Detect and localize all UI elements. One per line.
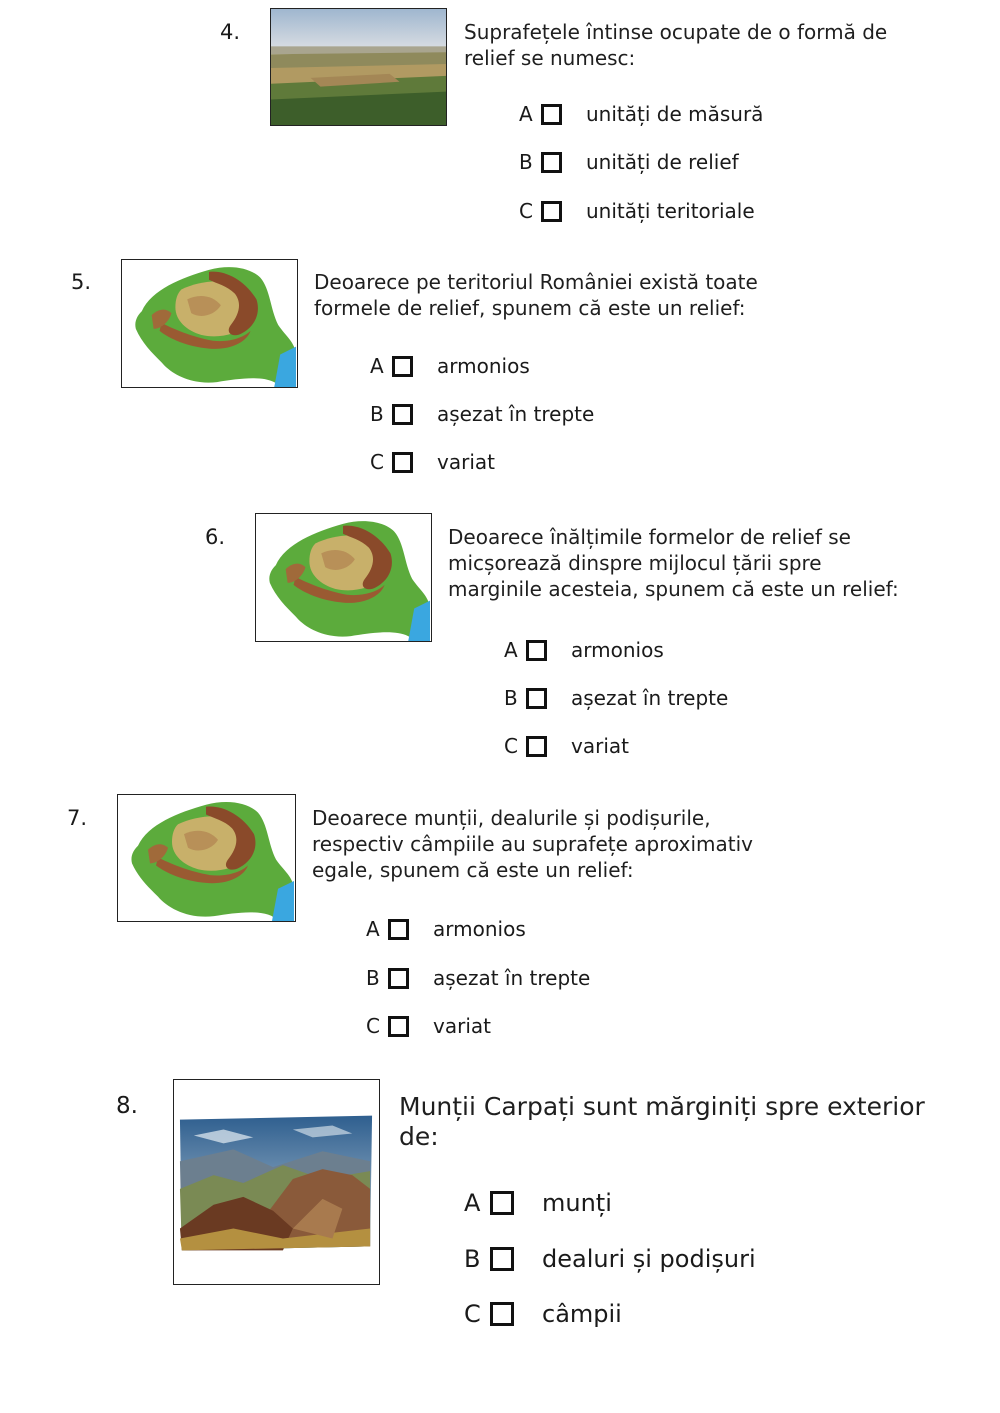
question-number: 4. — [220, 20, 241, 44]
option-checkbox[interactable] — [392, 356, 413, 377]
option-letter: A — [464, 1189, 481, 1217]
question-line: marginile acesteia, spunem că este un relief: — [448, 577, 899, 601]
option-label: câmpii — [542, 1300, 622, 1328]
option-label: variat — [433, 1014, 491, 1038]
question-number: 5. — [71, 270, 92, 294]
option-letter: A — [519, 102, 533, 126]
option-letter: B — [519, 150, 533, 174]
plain-landscape-image — [270, 8, 447, 126]
option-a — [504, 638, 664, 662]
option-checkbox[interactable] — [490, 1302, 514, 1326]
option-a — [519, 102, 763, 126]
question-number: 6. — [205, 525, 226, 549]
option-checkbox[interactable] — [388, 968, 409, 989]
question-line: Deoarece munții, dealurile și podișurile, — [312, 806, 711, 830]
option-checkbox[interactable] — [392, 452, 413, 473]
option-c — [464, 1300, 622, 1328]
option-b — [366, 966, 590, 990]
question-line: Deoarece înălțimile formelor de relief se — [448, 525, 851, 549]
question-line: respectiv câmpiile au suprafețe aproximativ — [312, 832, 753, 856]
question-line: egale, spunem că este un relief: — [312, 858, 634, 882]
option-checkbox[interactable] — [526, 736, 547, 757]
question-number: 8. — [116, 1093, 138, 1119]
option-checkbox[interactable] — [392, 404, 413, 425]
option-label: dealuri și podișuri — [542, 1245, 756, 1273]
option-c — [370, 450, 495, 474]
question-text — [312, 805, 753, 883]
carpathian-mountains-image — [173, 1079, 380, 1285]
option-c — [519, 199, 755, 223]
question-line: relief se numesc: — [464, 46, 636, 70]
romania-map-image — [255, 513, 432, 642]
option-a — [366, 917, 526, 941]
question-line: Deoarece pe teritoriul României există toate — [314, 270, 758, 294]
option-checkbox[interactable] — [388, 919, 409, 940]
option-b — [464, 1245, 756, 1273]
option-checkbox[interactable] — [526, 640, 547, 661]
option-letter: A — [370, 354, 384, 378]
option-letter: C — [504, 734, 518, 758]
option-b — [504, 686, 728, 710]
question-line: micșorează dinspre mijlocul țării spre — [448, 551, 822, 575]
question-line: Munții Carpați sunt mărginiți spre exterior — [399, 1092, 925, 1121]
question-text — [399, 1092, 925, 1152]
option-c — [366, 1014, 491, 1038]
option-b — [519, 150, 739, 174]
option-letter: C — [464, 1300, 481, 1328]
option-a — [464, 1189, 612, 1217]
option-label: armonios — [571, 638, 664, 662]
option-letter: C — [519, 199, 533, 223]
option-checkbox[interactable] — [490, 1247, 514, 1271]
romania-map-image — [121, 259, 298, 388]
option-checkbox[interactable] — [526, 688, 547, 709]
option-letter: C — [370, 450, 384, 474]
option-label: unități teritoriale — [586, 199, 755, 223]
question-number: 7. — [67, 806, 88, 830]
question-text — [314, 269, 758, 321]
question-text — [448, 524, 899, 602]
option-label: așezat în trepte — [437, 402, 595, 426]
option-letter: B — [504, 686, 518, 710]
option-label: așezat în trepte — [433, 966, 591, 990]
option-letter: C — [366, 1014, 380, 1038]
option-label: munți — [542, 1189, 612, 1217]
option-label: variat — [437, 450, 495, 474]
option-c — [504, 734, 629, 758]
option-label: armonios — [437, 354, 530, 378]
option-a — [370, 354, 530, 378]
question-line: de: — [399, 1122, 439, 1151]
option-letter: A — [366, 917, 380, 941]
option-checkbox[interactable] — [490, 1191, 514, 1215]
option-label: unități de măsură — [586, 102, 764, 126]
option-b — [370, 402, 594, 426]
option-label: variat — [571, 734, 629, 758]
option-letter: B — [464, 1245, 481, 1273]
option-letter: A — [504, 638, 518, 662]
option-label: armonios — [433, 917, 526, 941]
option-letter: B — [366, 966, 380, 990]
question-text — [464, 19, 887, 71]
option-checkbox[interactable] — [388, 1016, 409, 1037]
question-line: formele de relief, spunem că este un relief: — [314, 296, 746, 320]
option-checkbox[interactable] — [541, 104, 562, 125]
option-checkbox[interactable] — [541, 152, 562, 173]
question-line: Suprafețele întinse ocupate de o formă de — [464, 20, 888, 44]
option-label: așezat în trepte — [571, 686, 729, 710]
option-label: unități de relief — [586, 150, 739, 174]
option-checkbox[interactable] — [541, 201, 562, 222]
romania-map-image — [117, 794, 296, 922]
option-letter: B — [370, 402, 384, 426]
